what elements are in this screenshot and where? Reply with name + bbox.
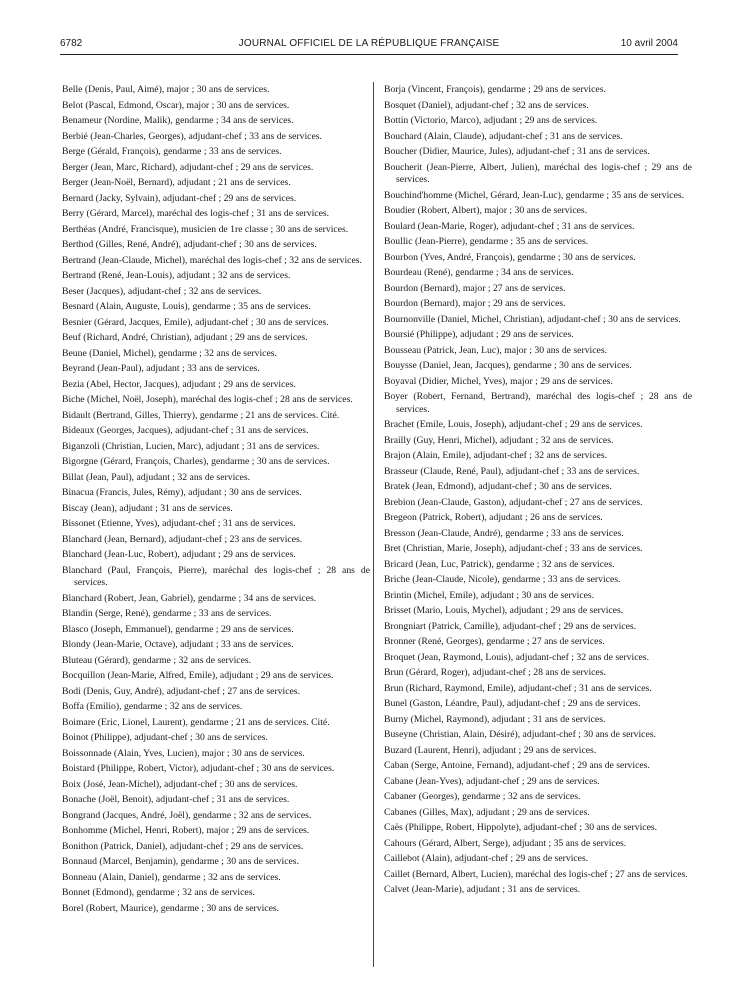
- list-item: Bodi (Denis, Guy, André), adjudant-chef ; 27 ans de services.: [62, 685, 300, 697]
- list-item: Belot (Pascal, Edmond, Oscar), major ; 30 ans de services.: [62, 99, 290, 111]
- list-item: Brintin (Michel, Emile), adjudant ; 30 ans de services.: [384, 589, 595, 601]
- list-item: Bottin (Victorio, Marco), adjudant ; 29 ans de services.: [384, 115, 598, 126]
- list-item: Biche (Michel, Noël, Joseph), maréchal des logis-chef ; 28 ans de services.: [62, 394, 353, 405]
- list-item: Boyer (Robert, Fernand, Bertrand), maréchal des logis-chef ; 28 ans de services.: [384, 391, 692, 415]
- list-item: Bertrand (Jean-Claude, Michel), maréchal des logis-chef ; 32 ans de services.: [62, 254, 362, 266]
- list-item: Bongrand (Jacques, André, Joël), gendarme ; 32 ans de services.: [62, 809, 312, 821]
- list-item: Brachet (Emile, Louis, Joseph), adjudant-chef ; 29 ans de services.: [384, 419, 643, 430]
- journal-title: JOURNAL OFFICIEL DE LA RÉPUBLIQUE FRANÇAISE: [238, 38, 500, 49]
- list-item: Bonnet (Edmond), gendarme ; 32 ans de services.: [62, 887, 255, 898]
- list-item: Buzard (Laurent, Henri), adjudant ; 29 ans de services.: [384, 744, 597, 756]
- list-item: Berthod (Gilles, René, André), adjudant-chef ; 30 ans de services.: [62, 239, 317, 250]
- list-item: Bunel (Gaston, Léandre, Paul), adjudant-chef ; 29 ans de services.: [384, 698, 641, 709]
- list-item: Bonneau (Alain, Daniel), gendarme ; 32 ans de services.: [62, 871, 281, 883]
- list-item: Bocquillon (Jean-Marie, Alfred, Emile), adjudant ; 29 ans de services.: [62, 670, 334, 681]
- list-item: Brisset (Mario, Louis, Mychel), adjudant ; 29 ans de services.: [384, 605, 624, 616]
- list-item: Besnard (Alain, Auguste, Louis), gendarme ; 35 ans de services.: [62, 301, 311, 312]
- list-item: Borel (Robert, Maurice), gendarme ; 30 ans de services.: [62, 902, 280, 914]
- list-item: Bricard (Jean, Luc, Patrick), gendarme ; 32 ans de services.: [384, 558, 615, 570]
- list-item: Belle (Denis, Paul, Aimé), major ; 30 ans de services.: [62, 84, 270, 95]
- list-item: Boffa (Emilio), gendarme ; 32 ans de services.: [62, 701, 243, 712]
- list-item: Bresson (Jean-Claude, André), gendarme ; 33 ans de services.: [384, 527, 624, 539]
- list-item: Borja (Vincent, François), gendarme ; 29 ans de services.: [384, 84, 606, 95]
- list-item: Bousseau (Patrick, Jean, Luc), major ; 30 ans de services.: [384, 344, 608, 356]
- list-item: Bigorgne (Gérard, François, Charles), gendarme ; 30 ans de services.: [62, 456, 330, 467]
- list-item: Beune (Daniel, Michel), gendarme ; 32 ans de services.: [62, 347, 277, 359]
- list-item: Bidault (Bertrand, Gilles, Thierry), gendarme ; 21 ans de services. Cité.: [62, 409, 340, 421]
- list-item: Bouchind'homme (Michel, Gérard, Jean-Luc), gendarme ; 35 ans de services.: [384, 189, 685, 201]
- list-item: Caban (Serge, Antoine, Fernand), adjudant-chef ; 29 ans de services.: [384, 760, 650, 771]
- list-item: Cabanes (Gilles, Max), adjudant ; 29 ans de services.: [384, 806, 590, 818]
- list-item: Boyaval (Didier, Michel, Yves), major ; 29 ans de services.: [384, 375, 613, 387]
- list-item: Bertrand (René, Jean-Louis), adjudant ; 32 ans de services.: [62, 270, 291, 281]
- list-item: Bratek (Jean, Edmond), adjudant-chef ; 30 ans de services.: [384, 481, 612, 492]
- page-number: 6782: [60, 38, 83, 49]
- list-item: Caillebot (Alain), adjudant-chef ; 29 ans de services.: [384, 853, 589, 864]
- list-item: Boullic (Jean-Pierre), gendarme ; 35 ans de services.: [384, 236, 589, 247]
- list-item: Biscay (Jean), adjudant ; 31 ans de services.: [62, 502, 233, 514]
- list-item: Blanchard (Paul, François, Pierre), maréchal des logis-chef ; 28 ans de services.: [62, 564, 370, 588]
- list-item: Caës (Philippe, Robert, Hippolyte), adjudant-chef ; 30 ans de services.: [384, 822, 658, 833]
- list-item: Benameur (Nordine, Malik), gendarme ; 34 ans de services.: [62, 115, 294, 126]
- list-item: Burny (Michel, Raymond), adjudant ; 31 ans de services.: [384, 713, 606, 725]
- list-item: Beuf (Richard, André, Christian), adjudant ; 29 ans de services.: [62, 332, 308, 343]
- list-item: Blandin (Serge, René), gendarme ; 33 ans de services.: [62, 608, 272, 619]
- list-item: Berthéas (André, Francisque), musicien de 1re classe ; 30 ans de services.: [62, 223, 349, 235]
- page-header: [60, 38, 678, 52]
- list-item: Boucherit (Jean-Pierre, Albert, Julien), maréchal des logis-chef ; 29 ans de services.: [384, 161, 692, 185]
- list-item: Brun (Richard, Raymond, Emile), adjudant-chef ; 31 ans de services.: [384, 682, 652, 694]
- list-item: Bideaux (Georges, Jacques), adjudant-chef ; 31 ans de services.: [62, 425, 309, 436]
- list-item: Cabaner (Georges), gendarme ; 32 ans de services.: [384, 791, 581, 802]
- list-item: Bregeon (Patrick, Robert), adjudant ; 26 ans de services.: [384, 512, 603, 523]
- left-column: [62, 84, 370, 918]
- list-item: Brajon (Alain, Emile), adjudant-chef ; 32 ans de services.: [384, 450, 608, 461]
- list-item: Beser (Jacques), adjudant-chef ; 32 ans de services.: [62, 285, 262, 297]
- list-item: Blanchard (Jean-Luc, Robert), adjudant ; 29 ans de services.: [62, 549, 296, 560]
- list-item: Berbié (Jean-Charles, Georges), adjudant-chef ; 33 ans de services.: [62, 130, 322, 142]
- list-item: Boucher (Didier, Maurice, Jules), adjudant-chef ; 31 ans de services.: [384, 146, 650, 157]
- list-item: Blanchard (Jean, Bernard), adjudant-chef ; 23 ans de services.: [62, 533, 303, 545]
- header-rule: [60, 54, 678, 55]
- list-item: Bernard (Jacky, Sylvain), adjudant-chef ; 29 ans de services.: [62, 192, 297, 204]
- list-item: Boinot (Philippe), adjudant-chef ; 30 ans de services.: [62, 732, 268, 743]
- list-item: Bourdon (Bernard), major ; 27 ans de services.: [384, 282, 566, 294]
- list-item: Blasco (Joseph, Emmanuel), gendarme ; 29 ans de services.: [62, 623, 294, 635]
- list-item: Brun (Gérard, Roger), adjudant-chef ; 28 ans de services.: [384, 667, 606, 678]
- list-item: Blondy (Jean-Marie, Octave), adjudant ; 33 ans de services.: [62, 639, 294, 650]
- column-divider: [373, 82, 374, 967]
- list-item: Boimare (Eric, Lionel, Laurent), gendarme ; 21 ans de services. Cité.: [62, 716, 330, 728]
- list-item: Bonhomme (Michel, Henri, Robert), major ; 29 ans de services.: [62, 825, 310, 836]
- list-item: Bouysse (Daniel, Jean, Jacques), gendarme ; 30 ans de services.: [384, 360, 632, 371]
- list-item: Bluteau (Gérard), gendarme ; 32 ans de services.: [62, 654, 252, 666]
- list-item: Berge (Gérald, François), gendarme ; 33 ans de services.: [62, 146, 282, 157]
- list-item: Bonithon (Patrick, Daniel), adjudant-chef ; 29 ans de services.: [62, 840, 304, 852]
- list-item: Berry (Gérard, Marcel), maréchal des logis-chef ; 31 ans de services.: [62, 208, 330, 219]
- list-item: Bourdeau (René), gendarme ; 34 ans de services.: [384, 267, 574, 278]
- list-item: Boistard (Philippe, Robert, Victor), adjudant-chef ; 30 ans de services.: [62, 763, 335, 774]
- list-item: Cabane (Jean-Yves), adjudant-chef ; 29 ans de services.: [384, 775, 600, 787]
- list-item: Briche (Jean-Claude, Nicole), gendarme ; 33 ans de services.: [384, 574, 621, 585]
- list-item: Bonnaud (Marcel, Benjamin), gendarme ; 30 ans de services.: [62, 856, 299, 867]
- publication-date: 10 avril 2004: [620, 38, 678, 49]
- list-item: Buseyne (Christian, Alain, Désiré), adjudant-chef ; 30 ans de services.: [384, 729, 656, 740]
- list-item: Brasseur (Claude, René, Paul), adjudant-chef ; 33 ans de services.: [384, 465, 640, 477]
- list-item: Boix (José, Jean-Michel), adjudant-chef ; 30 ans de services.: [62, 778, 298, 790]
- list-item: Brebion (Jean-Claude, Gaston), adjudant-chef ; 27 ans de services.: [384, 496, 643, 508]
- list-item: Cahours (Gérard, Albert, Serge), adjudant ; 35 ans de services.: [384, 837, 627, 849]
- list-item: Bonache (Joël, Benoit), adjudant-chef ; 31 ans de services.: [62, 794, 290, 805]
- list-item: Bourdon (Bernard), major ; 29 ans de services.: [384, 298, 566, 309]
- list-item: Bret (Christian, Marie, Joseph), adjudant-chef ; 33 ans de services.: [384, 543, 643, 554]
- list-item: Billat (Jean, Paul), adjudant ; 32 ans de services.: [62, 471, 251, 483]
- list-item: Binacua (Francis, Jules, Rémy), adjudant ; 30 ans de services.: [62, 487, 302, 498]
- list-item: Bissonet (Etienne, Yves), adjudant-chef ; 31 ans de services.: [62, 518, 296, 529]
- list-item: Boudier (Robert, Albert), major ; 30 ans de services.: [384, 205, 588, 216]
- list-item: Bosquet (Daniel), adjudant-chef ; 32 ans de services.: [384, 99, 589, 111]
- list-item: Beyrand (Jean-Paul), adjudant ; 33 ans de services.: [62, 363, 260, 374]
- list-item: Bournonville (Daniel, Michel, Christian), adjudant-chef ; 30 ans de services.: [384, 313, 681, 325]
- right-column: [384, 84, 692, 900]
- list-item: Berger (Jean-Noël, Bernard), adjudant ; 21 ans de services.: [62, 177, 291, 188]
- list-item: Broquet (Jean, Raymond, Louis), adjudant-chef ; 32 ans de services.: [384, 651, 649, 663]
- list-item: Biganzoli (Christian, Lucien, Marc), adjudant ; 31 ans de services.: [62, 440, 320, 452]
- list-item: Boulard (Jean-Marie, Roger), adjudant-chef ; 31 ans de services.: [384, 220, 635, 232]
- list-item: Blanchard (Robert, Jean, Gabriel), gendarme ; 34 ans de services.: [62, 592, 317, 604]
- list-item: Boursié (Philippe), adjudant ; 29 ans de services.: [384, 329, 574, 340]
- list-item: Bouchard (Alain, Claude), adjudant-chef ; 31 ans de services.: [384, 130, 623, 142]
- list-item: Calvet (Jean-Marie), adjudant ; 31 ans de services.: [384, 884, 581, 895]
- list-item: Berger (Jean, Marc, Richard), adjudant-chef ; 29 ans de services.: [62, 161, 314, 173]
- list-item: Brongniart (Patrick, Camille), adjudant-chef ; 29 ans de services.: [384, 620, 637, 632]
- list-item: Besnier (Gérard, Jacques, Emile), adjudant-chef ; 30 ans de services.: [62, 316, 329, 328]
- list-item: Brailly (Guy, Henri, Michel), adjudant ; 32 ans de services.: [384, 434, 614, 446]
- list-item: Bronner (René, Georges), gendarme ; 27 ans de services.: [384, 636, 605, 647]
- list-item: Boissonnade (Alain, Yves, Lucien), major ; 30 ans de services.: [62, 747, 305, 759]
- list-item: Bourbon (Yves, André, François), gendarme ; 30 ans de services.: [384, 251, 636, 263]
- list-item: Bezia (Abel, Hector, Jacques), adjudant ; 29 ans de services.: [62, 378, 296, 390]
- list-item: Caillet (Bernard, Albert, Lucien), maréchal des logis-chef ; 27 ans de services.: [384, 868, 688, 880]
